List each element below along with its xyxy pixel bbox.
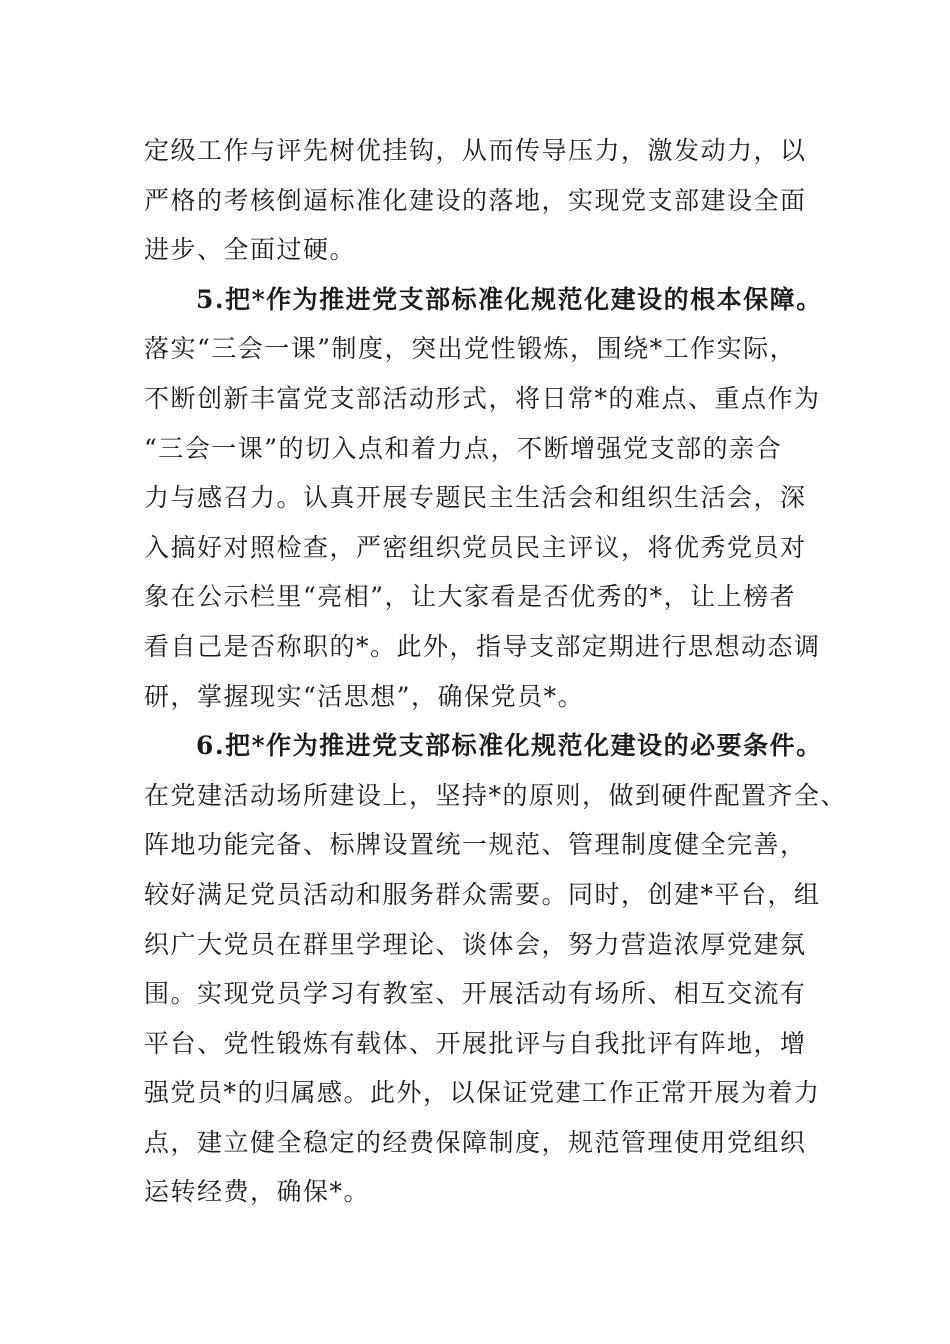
section-5-line-4: 力与感召力。认真开展专题民主生活会和组织生活会，深 bbox=[144, 483, 807, 513]
section-5-line-2: 不断创新丰富党支部活动形式，将日常*的难点、重点作为 bbox=[144, 383, 821, 413]
section-6-line-1: 在党建活动场所建设上，坚持*的原则，做到硬件配置齐全、 bbox=[144, 780, 848, 810]
section-5-line-8: 研，掌握现实“活思想”，确保党员*。 bbox=[144, 681, 585, 711]
section-6-line-7: 强党员*的归属感。此外，以保证党建工作正常开展为着力 bbox=[144, 1078, 821, 1108]
section-5-line-6: 象在公示栏里“亮相”，让大家看是否优秀的*，让上榜者 bbox=[144, 582, 797, 612]
section-6-line-3: 较好满足党员活动和服务群众需要。同时，创建*平台，组 bbox=[144, 879, 821, 909]
section-6-line-9: 运转经费，确保*。 bbox=[144, 1177, 371, 1207]
section-5-heading: 5.把*作为推进党支部标准化规范化建设的根本保障。 bbox=[196, 284, 823, 314]
section-5-line-1: 落实“三会一课”制度，突出党性锻炼，围绕*工作实际， bbox=[144, 334, 797, 364]
section-6-line-2: 阵地功能完备、标牌设置统一规范、管理制度健全完善， bbox=[144, 830, 807, 860]
section-6-heading: 6.把*作为推进党支部标准化规范化建设的必要条件。 bbox=[196, 731, 823, 761]
section-6-line-6: 平台、党性锻炼有载体、开展批评与自我批评有阵地，增 bbox=[144, 1028, 807, 1058]
section-6-line-4: 织广大党员在群里学理论、谈体会，努力营造浓厚党建氛 bbox=[144, 929, 807, 959]
paragraph-4-line-2: 严格的考核倒逼标准化建设的落地，实现党支部建设全面 bbox=[144, 185, 807, 215]
section-5-line-3: “三会一课”的切入点和着力点，不断增强党支部的亲合 bbox=[144, 433, 783, 463]
section-6-line-5: 围。实现党员学习有教室、开展活动有场所、相互交流有 bbox=[144, 979, 807, 1009]
section-6-line-8: 点，建立健全稳定的经费保障制度，规范管理使用党组织 bbox=[144, 1127, 807, 1157]
paragraph-4-line-3: 进步、全面过硬。 bbox=[144, 235, 357, 265]
section-5-line-7: 看自己是否称职的*。此外，指导支部定期进行思想动态调 bbox=[144, 631, 821, 661]
paragraph-4-line-1: 定级工作与评先树优挂钩，从而传导压力，激发动力，以 bbox=[144, 136, 807, 165]
section-5-line-5: 入搞好对照检查，严密组织党员民主评议，将优秀党员对 bbox=[144, 532, 807, 562]
document-body bbox=[144, 126, 848, 1217]
